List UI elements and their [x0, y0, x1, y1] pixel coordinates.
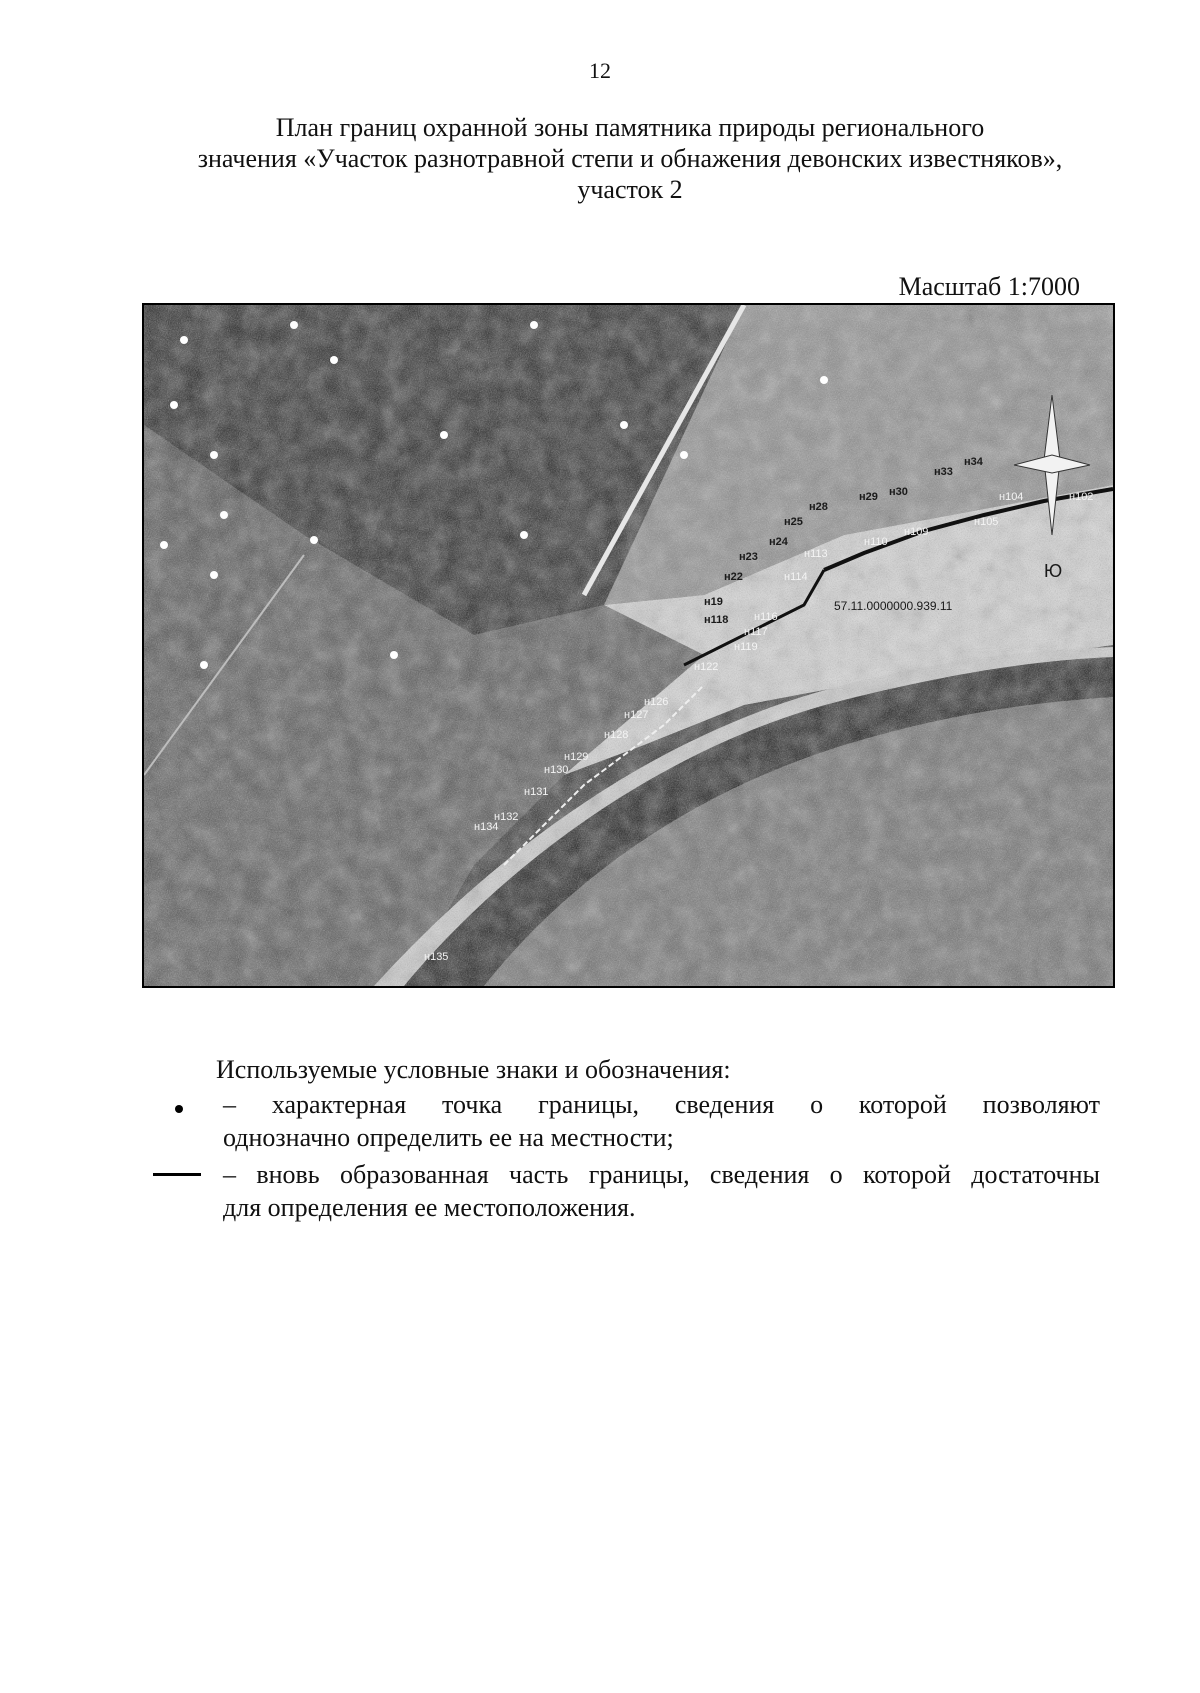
point-label: н122 [694, 661, 719, 673]
point-label: н130 [544, 764, 569, 776]
boundary-point [820, 376, 828, 384]
point-label: н119 [734, 641, 758, 653]
boundary-point [620, 421, 628, 429]
point-label: н128 [604, 729, 629, 741]
point-label: н19 [704, 596, 723, 608]
boundary-point [170, 401, 178, 409]
dot-icon [150, 1088, 210, 1121]
point-label: н22 [724, 571, 743, 583]
title-line-2: значения «Участок разнотравной степи и обнажения девонских известняков», [197, 144, 1063, 173]
point-label: н105 [974, 516, 999, 528]
point-label: н28 [809, 501, 828, 513]
boundary-point [520, 531, 528, 539]
point-label: н29 [859, 491, 878, 503]
satellite-map [142, 303, 1115, 988]
point-label: н33 [934, 466, 953, 478]
line-icon [150, 1158, 210, 1176]
point-label: н104 [999, 491, 1024, 503]
point-label: н113 [804, 548, 828, 560]
point-label: н117 [744, 626, 768, 638]
legend-title: Используемые условные знаки и обозначения: [216, 1055, 731, 1084]
point-label: н127 [624, 709, 649, 721]
point-label: н129 [564, 751, 589, 763]
boundary-point [530, 321, 538, 329]
legend-item-line [150, 1158, 1100, 1228]
texture-fine [144, 305, 1113, 986]
point-label: н109 [904, 526, 929, 538]
point-label: н126 [644, 696, 669, 708]
boundary-point [180, 336, 188, 344]
map-image [144, 305, 1113, 986]
point-label: н132 [494, 811, 519, 823]
boundary-point [220, 511, 228, 519]
boundary-point [200, 661, 208, 669]
boundary-point [210, 451, 218, 459]
legend-item-text-line-1: – характерная точка границы, сведения о которой позволяют [223, 1090, 1100, 1119]
boundary-point [210, 571, 218, 579]
legend-item-text-line-2: однозначно определить ее на местности; [223, 1123, 674, 1152]
point-label: н30 [889, 486, 908, 498]
parcel-number: 57.11.0000000.939.11 [834, 599, 953, 613]
point-label: н134 [474, 821, 499, 833]
boundary-point [160, 541, 168, 549]
boundary-point [310, 536, 318, 544]
legend-item-text-line-2: для определения ее местоположения. [223, 1193, 636, 1222]
title-line-3: участок 2 [577, 175, 683, 204]
boundary-point [290, 321, 298, 329]
point-label: н102 [1069, 491, 1094, 503]
legend-item-point [150, 1088, 1100, 1158]
boundary-point [330, 356, 338, 364]
point-label: н131 [524, 786, 549, 798]
title-line-1: План границ охранной зоны памятника природы регионального [275, 113, 985, 142]
boundary-point [390, 651, 398, 659]
boundary-point [440, 431, 448, 439]
point-label: н34 [964, 456, 983, 468]
point-label: н135 [424, 951, 449, 963]
point-label: н24 [769, 536, 788, 548]
boundary-point [680, 451, 688, 459]
point-label: н118 [704, 614, 729, 626]
point-label: н25 [784, 516, 803, 528]
point-label: н23 [739, 551, 758, 563]
compass-label: Ю [1044, 561, 1063, 581]
point-label: н110 [864, 536, 888, 548]
point-label: н114 [784, 571, 808, 583]
legend-item-text-line-1: – вновь образованная часть границы, сведения о которой достаточны [223, 1160, 1100, 1189]
point-label: н116 [754, 611, 778, 623]
page-number: 12 [589, 58, 611, 83]
document-title [100, 112, 1160, 205]
scale-label: Масштаб 1:7000 [898, 272, 1080, 301]
